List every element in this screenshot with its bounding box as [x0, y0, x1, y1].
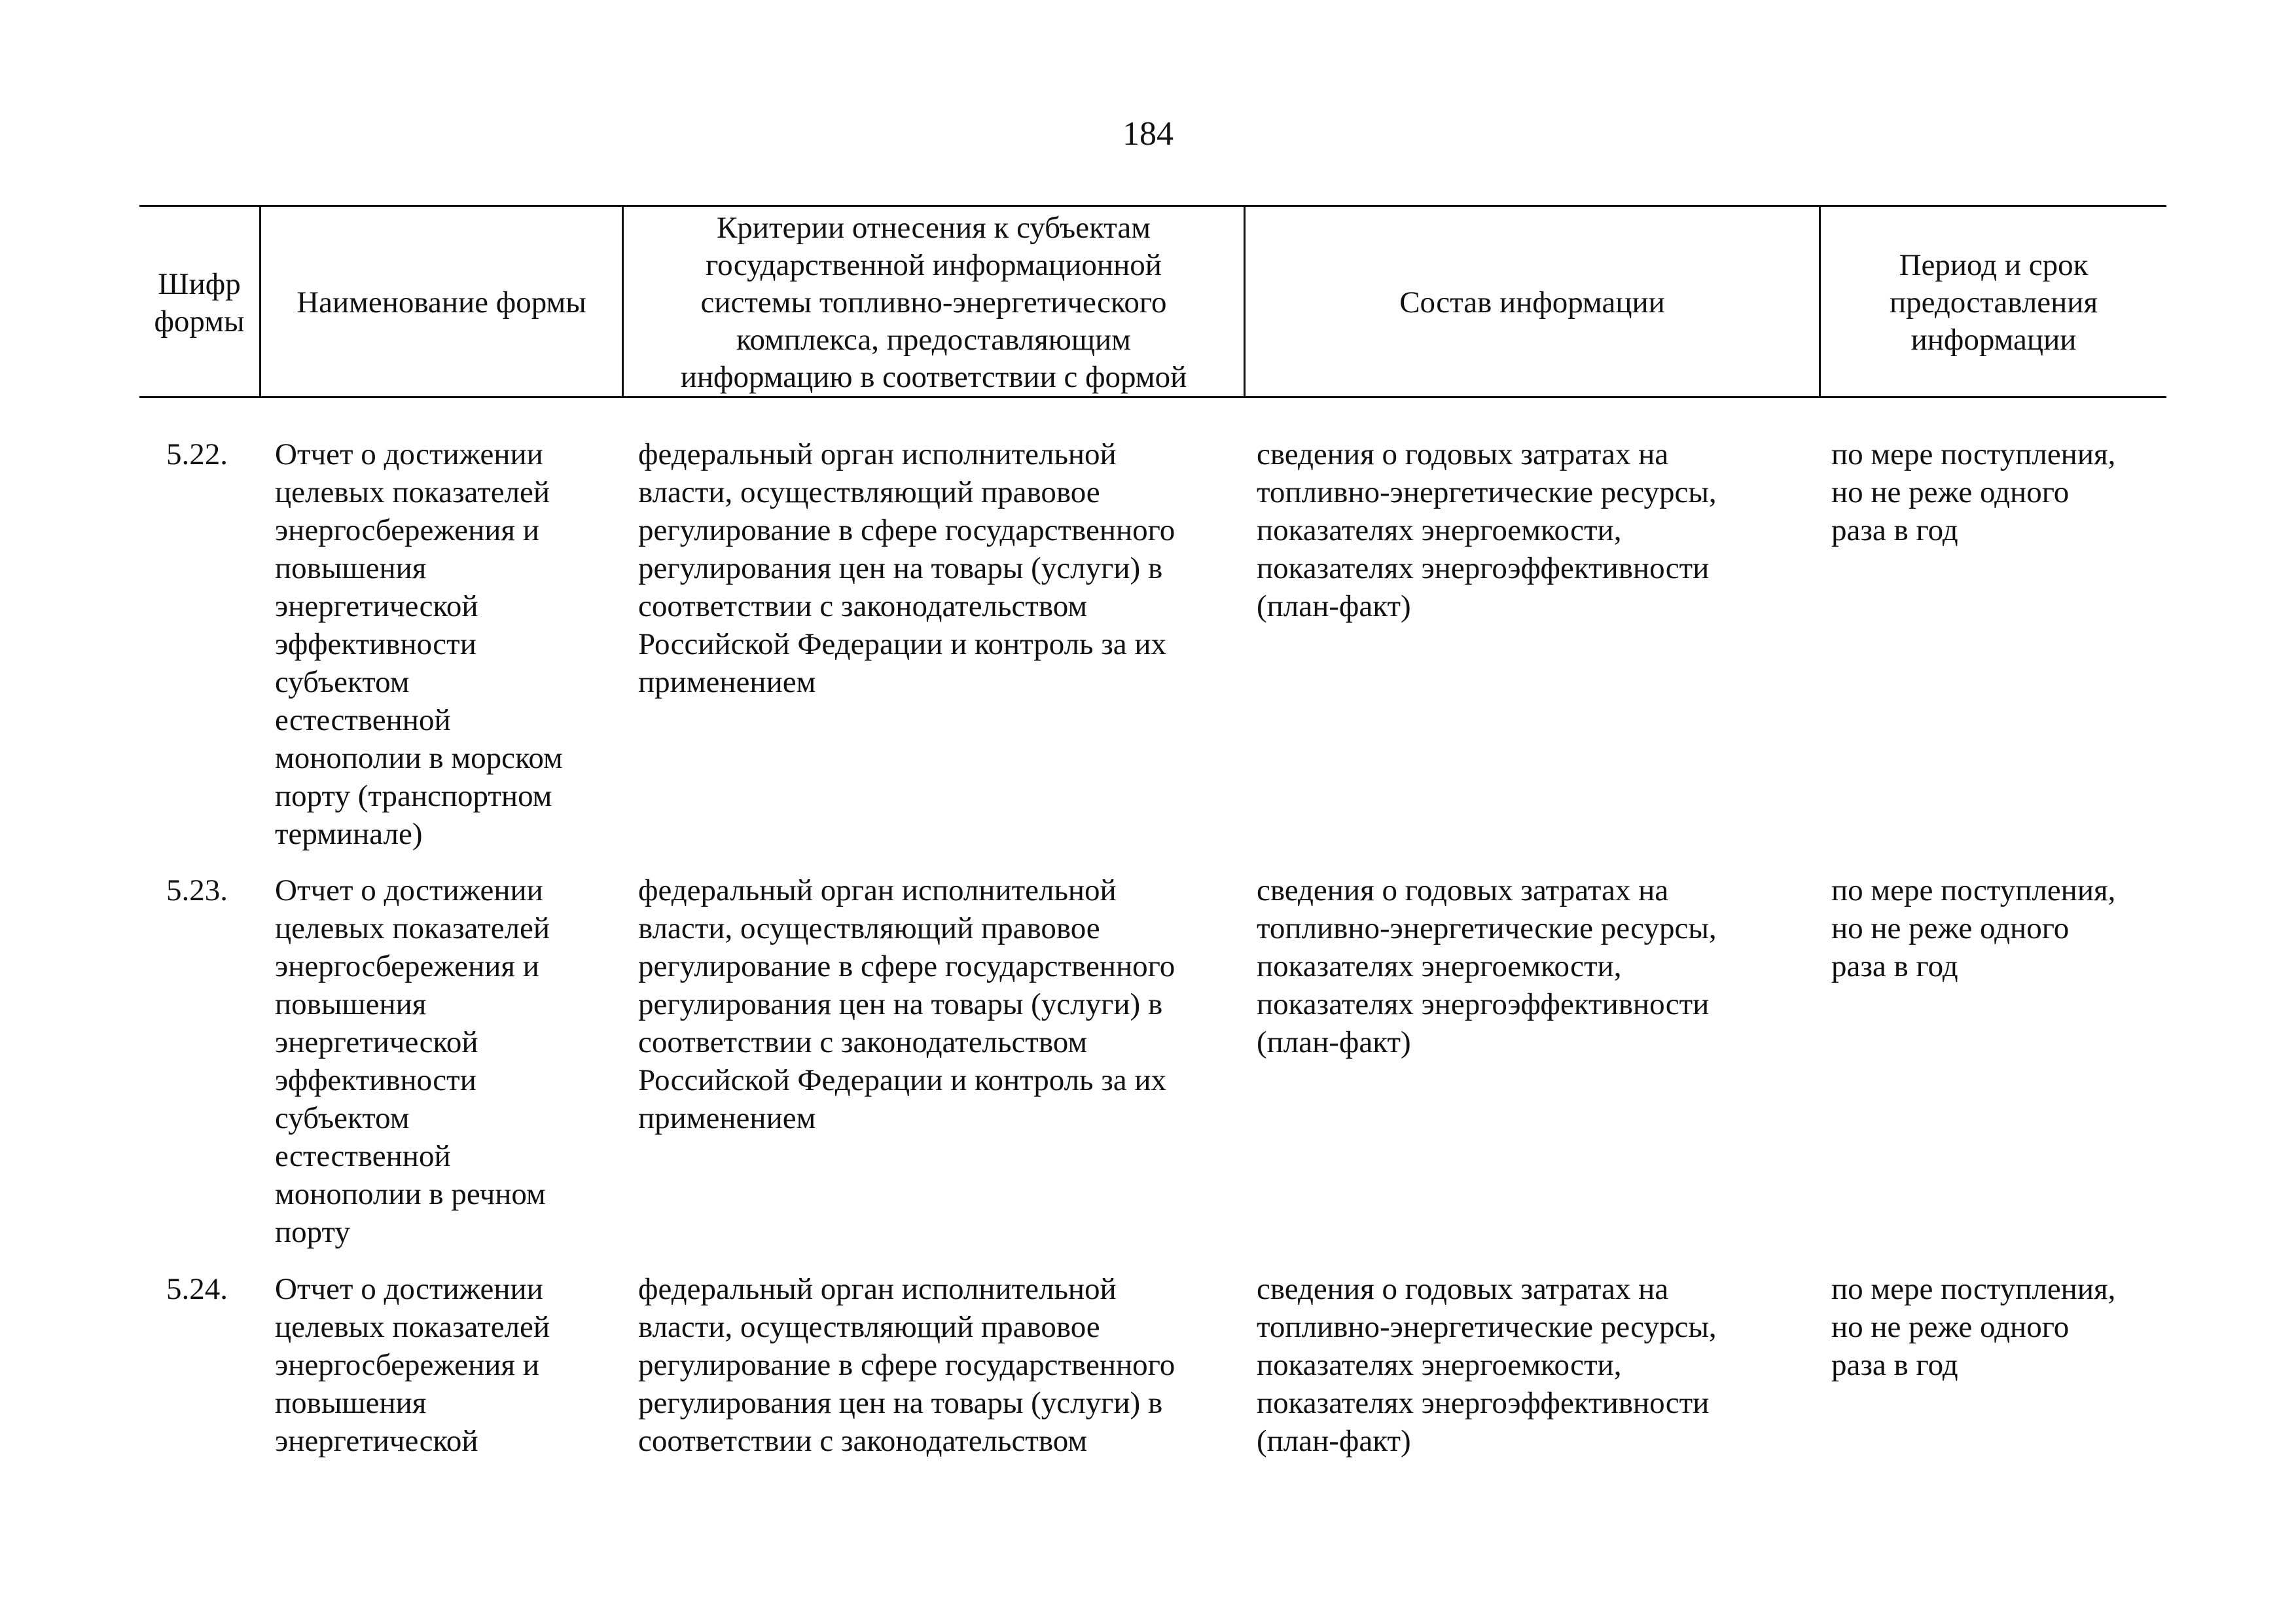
header-criteria: [624, 209, 1244, 397]
header-name-text: Наименование формы: [296, 285, 586, 319]
header-criteria-text: Критерии отнесения к субъектам государственной информационной системы топливно-энергетического комплекса, предоставляющим информацию в соответствии с формой: [680, 211, 1187, 394]
row-code: 5.23.: [166, 873, 228, 907]
row-period: по мере поступления, но не реже одного раза в год: [1831, 873, 2116, 983]
header-period-text: Период и срок предоставления информации: [1889, 248, 2098, 357]
row-info: сведения о годовых затратах на топливно-энергетические ресурсы, показателях энергоемкости, показателях энергоэффективности (план-факт): [1257, 873, 1717, 1059]
row-info: сведения о годовых затратах на топливно-энергетические ресурсы, показателях энергоемкости, показателях энергоэффективности (план-факт): [1257, 1272, 1717, 1458]
row-code: 5.24.: [166, 1272, 228, 1306]
row-info: сведения о годовых затратах на топливно-энергетические ресурсы, показателях энергоемкости, показателях энергоэффективности (план-факт): [1257, 437, 1717, 623]
header-name: [261, 209, 622, 397]
row-code: 5.22.: [166, 437, 228, 471]
page-number: 184: [1122, 115, 1174, 153]
row-form-name: Отчет о достижении целевых показателей энергосбережения и повышения энергетической эффективности субъектом естественной монополии в морском порту (транспортном терминале): [275, 437, 563, 851]
header-code-text: Шифр формы: [154, 266, 245, 338]
row-form-name: Отчет о достижении целевых показателей энергосбережения и повышения энергетической: [275, 1272, 550, 1458]
row-period: по мере поступления, но не реже одного раза в год: [1831, 1272, 2116, 1382]
row-criteria: федеральный орган исполнительной власти, осуществляющий правовое регулирование в сфере государственного регулирования цен на товары (услуги) в соответствии с законодательством: [638, 1272, 1175, 1458]
table-top-rule: [139, 205, 2166, 207]
header-info: [1246, 209, 1819, 397]
row-criteria: федеральный орган исполнительной власти, осуществляющий правовое регулирование в сфере государственного регулирования цен на товары (услуги) в соответствии с законодательством Российской Федерации и контроль за их применением: [638, 873, 1175, 1135]
header-period: [1821, 209, 2166, 397]
row-criteria: федеральный орган исполнительной власти, осуществляющий правовое регулирование в сфере государственного регулирования цен на товары (услуги) в соответствии с законодательством Российской Федерации и контроль за их применением: [638, 437, 1175, 699]
row-form-name: Отчет о достижении целевых показателей энергосбережения и повышения энергетической эффективности субъектом естественной монополии в речном порту: [275, 873, 550, 1249]
header-info-text: Состав информации: [1399, 285, 1665, 319]
row-period: по мере поступления, но не реже одного раза в год: [1831, 437, 2116, 547]
header-code: [139, 209, 259, 397]
